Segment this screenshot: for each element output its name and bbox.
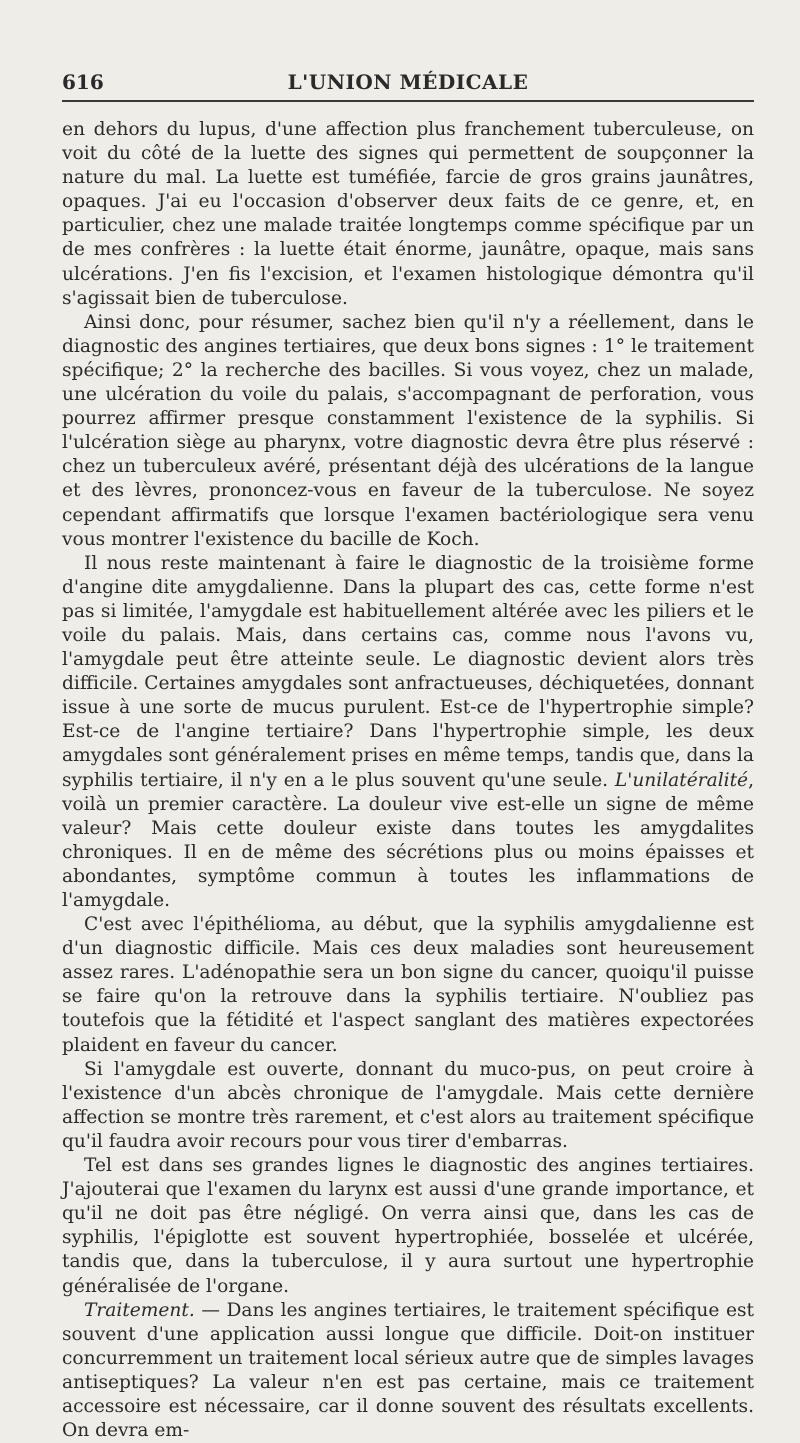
- paragraph: Tel est dans ses grandes lignes le diagnostic des angines tertiaires. J'ajouterai que l'examen du larynx est aussi d'une grande importance, et qu'il ne doit pas être négligé. On verra ainsi que, dans les cas de syphilis, l'épiglotte est souvent hypertrophiée, bosselée et ulcérée, tandis que, dans la tuberculose, il y aura surtout une hypertrophie généralisée de l'organe.: [62, 1155, 754, 1297]
- page-number: 616: [62, 70, 104, 94]
- emphasis-term: L'unilatéralité: [614, 769, 749, 791]
- paragraph: [62, 552, 754, 913]
- paragraph: Si l'amygdale est ouverte, donnant du muco-pus, on peut croire à l'existence d'un abcès chronique de l'amygdale. Mais cette dernière affection se montre très rarement, et c'est alors au traitement spécifique qu'il faudra avoir recours pour vous tirer d'embarras.: [62, 1058, 754, 1152]
- paragraph: Ainsi donc, pour résumer, sachez bien qu'il n'y a réellement, dans le diagnostic des angines tertiaires, que deux bons signes : 1° le traitement spécifique; 2° la recherche des bacilles. Si vous voyez, chez un malade, une ulcération du voile du palais, s'accompagnant de perforation, vous pourrez affirmer presque constamment l'existence de la syphilis. Si l'ulcération siège au pharynx, votre diagnostic devra être plus réservé : chez un tuberculeux avéré, présentant déjà des ulcérations de la langue et des lèvres, prononcez-vous en faveur de la tuberculose. Ne soyez cependant affirmatifs que lorsque l'examen bactériologique sera venu vous montrer l'existence du bacille de Koch.: [62, 311, 754, 550]
- paragraph-text: Il nous reste maintenant à faire le diagnostic de la troisième forme d'angine dite amygdalienne. Dans la plupart des cas, cette forme n'est pas si limitée, l'amygdale est habituellement altérée avec les piliers et le voile du palais. Mais, dans certains cas, comme nous l'avons vu, l'amygdale peut être atteinte seule. Le diagnostic devient alors très difficile. Certaines amygdales sont anfractueuses, déchiquetées, donnant issue à une sorte de mucus purulent. Est-ce de l'hypertrophie simple? Est-ce de l'angine tertiaire? Dans l'hypertrophie simple, les deux amygdales sont généralement prises en même temps, tandis que, dans la syphilis tertiaire, il n'y en a le plus souvent qu'une seule.: [62, 552, 754, 791]
- body-text: [62, 118, 754, 1443]
- section-heading: Traitement.: [84, 1299, 195, 1321]
- paragraph: C'est avec l'épithélioma, au début, que la syphilis amygdalienne est d'un diagnostic difficile. Mais ces deux maladies sont heureusement assez rares. L'adénopathie sera un bon signe du cancer, quoiqu'il puisse se faire qu'on la retrouve dans la syphilis tertiaire. N'oubliez pas toutefois que la fétidité et l'aspect sanglant des matières expectorées plaident en faveur du cancer.: [62, 914, 754, 1056]
- paragraph-text: — Dans les angines tertiaires, le traitement spécifique est souvent d'une application aussi longue que difficile. Doit-on instituer concurremment un traitement local sérieux autre que de simples lavages antiseptiques? La valeur n'en est pas certaine, mais ce traitement accessoire est nécessaire, car il donne souvent des résultats excellents. On devra em-: [62, 1299, 754, 1442]
- paragraph: [62, 1299, 754, 1443]
- paragraph: en dehors du lupus, d'une affection plus franchement tuberculeuse, on voit du côté de la luette des signes qui permettent de soupçonner la nature du mal. La luette est tuméfiée, farcie de gros grains jaunâtres, opaques. J'ai eu l'occasion d'observer deux faits de ce genre, et, en particulier, chez une malade traitée longtemps comme spécifique par un de mes confrères : la luette était énorme, jaunâtre, opaque, mais sans ulcérations. J'en fis l'excision, et l'examen histologique démontra qu'il s'agissait bien de tuberculose.: [62, 119, 754, 309]
- running-title: L'UNION MÉDICALE: [287, 70, 529, 94]
- page-header: [62, 70, 754, 98]
- paragraph-text: , voilà un premier caractère. La douleur vive est-elle un signe de même valeur? Mais cette douleur existe dans toutes les amygdalites chroniques. Il en de même des sécrétions plus ou moins épaisses et abondantes, symptôme commun à toutes les inflammations de l'amygdale.: [62, 769, 754, 911]
- header-rule: [62, 100, 754, 102]
